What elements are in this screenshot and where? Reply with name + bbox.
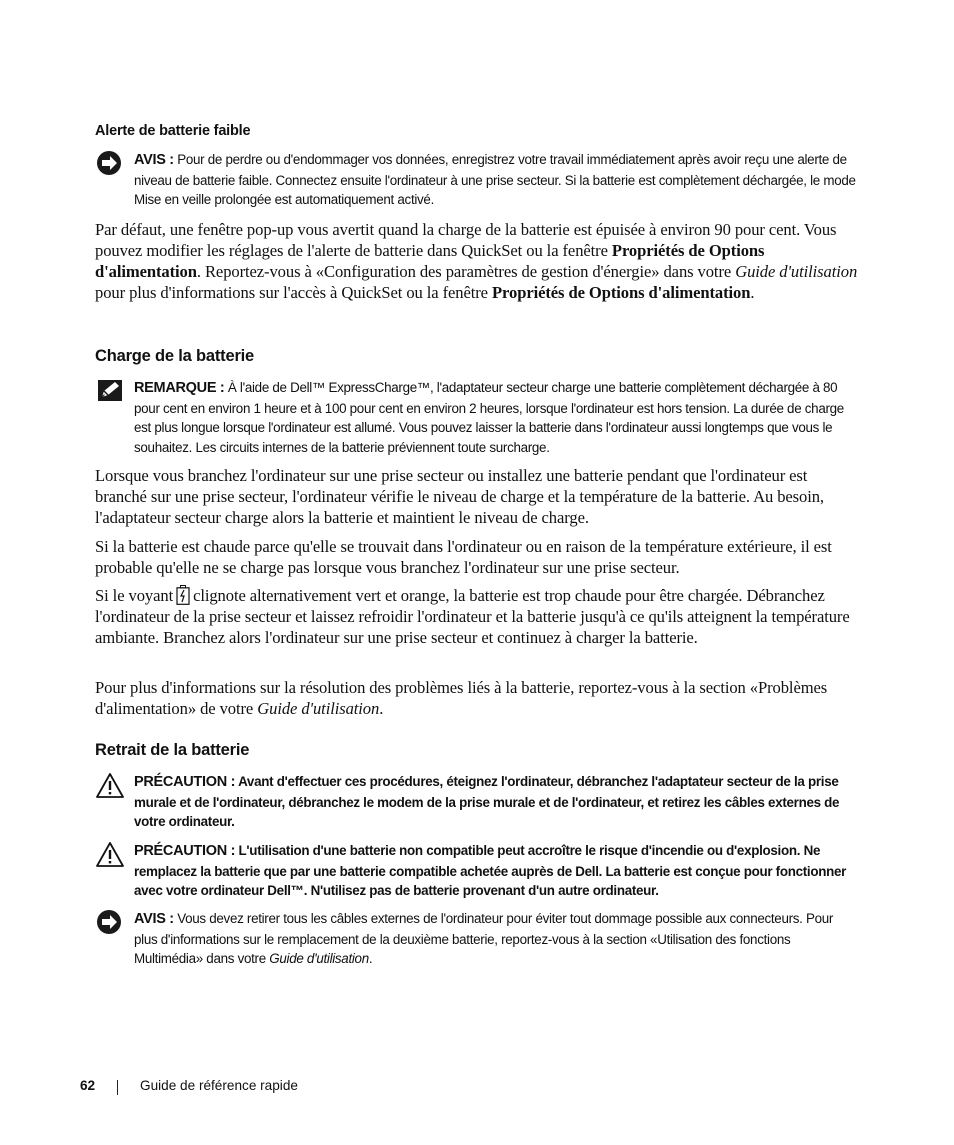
troubleshooting-paragraph: Pour plus d'informations sur la résolution des problèmes liés à la batterie, reportez-vous à la section «Problèmes d'alimentation» de votre Guide d'utilisation. [95, 678, 828, 718]
note-label: REMARQUE : [134, 380, 225, 396]
notice-block [95, 150, 857, 210]
caution-icon [95, 841, 125, 869]
caution-label: PRÉCAUTION : [134, 843, 236, 859]
notice-label: AVIS : [134, 152, 174, 168]
pencil-note-icon [95, 378, 125, 406]
battery-status-light-icon [176, 585, 190, 605]
battery-charging-heading: Charge de la batterie [95, 347, 255, 365]
caution-icon [95, 772, 125, 800]
battery-alert-paragraph: Par défaut, une fenêtre pop-up vous avertit quand la charge de la batterie est épuisée à environ 90 pour cent. Vous pouvez modifier les réglages de l'alerte de batterie dans QuickSet ou la fenêtre Propriétés de Options d'alimentation. Reportez-vous à «Configuration des paramètres de gestion d'énergie» dans votre Guide d'utilisation pour plus d'informations sur l'accès à QuickSet ou la fenêtre Propriétés de Options d'alimentation. [95, 220, 858, 302]
page-number: 62 [80, 1078, 96, 1093]
caution-block-1 [95, 772, 857, 832]
notice-icon [95, 150, 125, 178]
notice-label: AVIS : [134, 911, 174, 927]
battery-removal-heading: Retrait de la batterie [95, 741, 250, 759]
footer-doc-title: Guide de référence rapide [140, 1078, 298, 1093]
notice-text: Vous devez retirer tous les câbles externes de l'ordinateur pour éviter tout dommage possible aux connecteurs. Pour plus d'informations sur le remplacement de la deuxième batterie, reportez-vous à la section «Utilisation des fonctions Multimédia» dans votre [134, 911, 834, 967]
hot-battery-paragraph: Si la batterie est chaude parce qu'elle se trouvait dans l'ordinateur ou en raison de la température extérieure, il est probable qu'elle ne se charge pas lorsque vous branchez l'ordinateur sur une prise secteur. [95, 537, 832, 577]
note-block [95, 378, 857, 457]
caution-text: Avant d'effectuer ces procédures, éteignez l'ordinateur, débranchez l'adaptateur secteur de la prise murale et de l'ordinateur, débranchez le modem de la prise murale et de l'ordinateur, et retirez les câbles externes de votre ordinateur. [134, 774, 840, 830]
note-text: À l'aide de Dell™ ExpressCharge™, l'adaptateur secteur charge une batterie complètement déchargée à 80 pour cent en environ 1 heure et à 100 pour cent en environ 2 heures, lorsque l'ordinateur est hors tension. La durée de charge est plus longue lorsque l'ordinateur est allumé. Vous pouvez laisser la batterie dans l'ordinateur aussi longtemps que vous le souhaitez. Les circuits internes de la batterie préviennent toute surcharge. [134, 380, 844, 455]
notice-icon [95, 909, 125, 937]
caution-label: PRÉCAUTION : [134, 774, 236, 790]
charging-paragraph: Lorsque vous branchez l'ordinateur sur une prise secteur ou installez une batterie pendant que l'ordinateur est branché sur une prise secteur, l'ordinateur vérifie le niveau de charge et la température de la batterie. Au besoin, l'adaptateur secteur charge alors la batterie et maintient le niveau de charge. [95, 466, 824, 527]
low-battery-alert-heading: Alerte de batterie faible [95, 123, 251, 139]
caution-block-2 [95, 841, 857, 901]
notice-block-2: AVIS : Vous devez retirer tous les câbles externes de l'ordinateur pour éviter tout dommage possible aux connecteurs. Pour plus d'informations sur le remplacement de la deuxième batterie, reportez-vous à la section «Utilisation des fonctions Multimédia» dans votre Guide d'utilisation. [95, 909, 857, 969]
footer-divider [117, 1080, 118, 1095]
notice-text: Pour de perdre ou d'endommager vos données, enregistrez votre travail immédiatement après avoir reçu une alerte de niveau de batterie faible. Connectez ensuite l'ordinateur à une prise secteur. Si la batterie est complètement déchargée, le mode Mise en veille prolongée est automatiquement activé. [134, 152, 856, 208]
caution-text: L'utilisation d'une batterie non compatible peut accroître le risque d'incendie ou d'explosion. Ne remplacez la batterie que par une batterie compatible achetée auprès de Dell. La batterie est conçue pour fonctionner avec votre ordinateur Dell™. N'utilisez pas de batterie provenant d'un autre ordinateur. [134, 843, 847, 899]
battery-light-paragraph: Si le voyant clignote alternativement vert et orange, la batterie est trop chaude pour être chargée. Débranchez l'ordinateur de la prise secteur et laissez refroidir l'ordinateur et la batterie jusqu'à ce qu'ils atteignent la température ambiante. Branchez alors l'ordinateur sur une prise secteur et continuez à charger la batterie. [95, 586, 850, 647]
